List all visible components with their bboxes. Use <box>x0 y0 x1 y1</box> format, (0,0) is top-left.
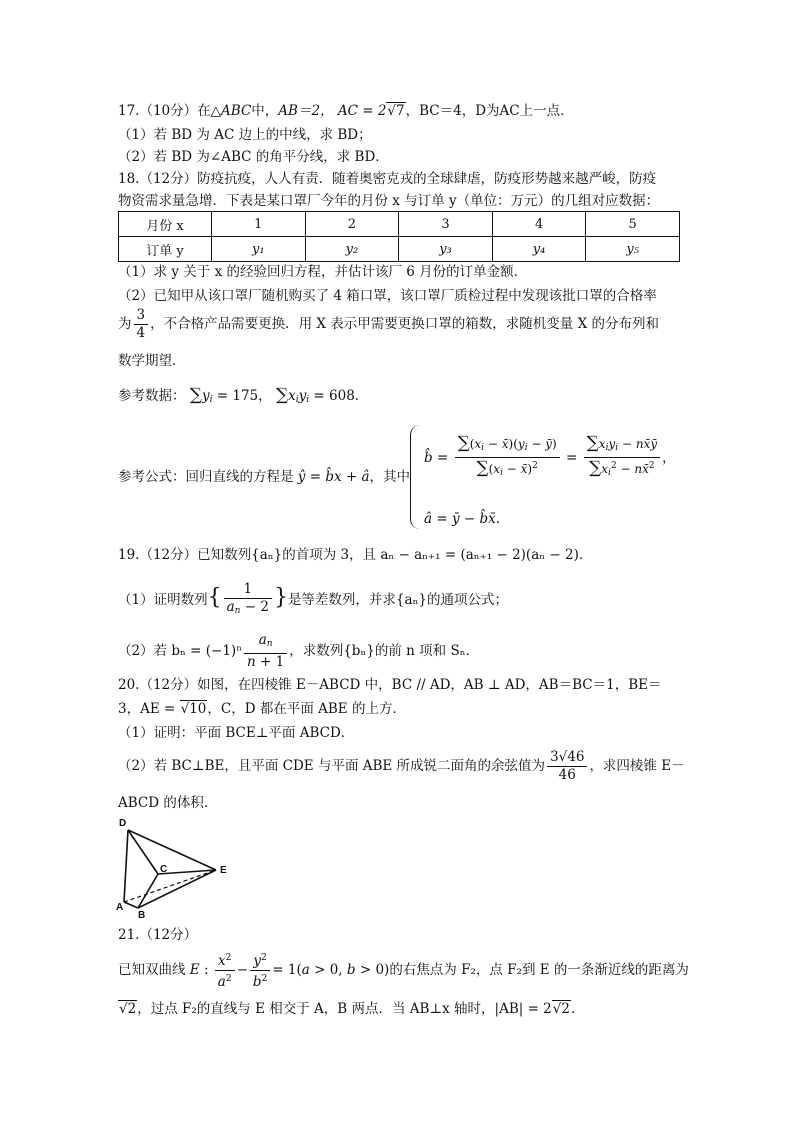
table-row <box>119 237 680 262</box>
q18-ref-formula: 参考公式：回归直线的方程是 ŷ = b̂x + â，其中 <box>118 469 411 485</box>
vertex-label: E <box>220 865 227 876</box>
q18-part2-b: 为 $\frac{3}{4}$ ，不合格产品需要更换．用 X 表示甲需要更换口罩的箱数，求随机变量 X 的分布列和 <box>118 307 659 341</box>
fraction-3-4: $\frac{3}{4}$ <box>134 307 149 342</box>
q21-line1: 21.（12分） <box>118 927 198 943</box>
table-cell: 4 <box>492 212 586 237</box>
sqrt-7: √7 <box>387 103 405 119</box>
table-cell: 订单 y <box>119 237 212 262</box>
q18-part1: （1）求 y 关于 x 的经验回归方程，并估计该厂 6 月份的订单金额． <box>118 264 528 280</box>
q18-line1: 18.（12分）防疫抗疫，人人有责．随着奥密克戎的全球肆虐，防疫形势越来越严峻，防疫 <box>118 171 657 187</box>
q19-part1: （1）证明数列{ $\frac{1}{a_n - 2}$ }是等差数列，并求{aₙ}的通项公式； <box>118 581 509 616</box>
pyramid-figure <box>116 814 240 920</box>
table-cell: y₄ <box>492 237 586 262</box>
vertex-label: B <box>138 910 146 920</box>
formula-b-hat: b̂ = $\frac{\sum(x_i - x̄)(y_i - ȳ)}{\sum(x_i - x̄)^2}$ = $\frac{\sum x_iy_i - nx̄ȳ}{\sum x_i^2 - nx̄^2}$ ， <box>424 433 676 478</box>
formula-a-hat: â = ȳ − b̂x̄. <box>424 511 501 527</box>
table-cell: 1 <box>212 212 306 237</box>
q18-ref-data: 参考数据： $\sum y_i = 175$， $\sum x_iy_i = 608$． <box>118 385 369 405</box>
data-table <box>118 211 680 262</box>
q20-part2: （2）若 BC⊥BE，且平面 CDE 与平面 ABE 所成锐二面角的余弦值为 $\frac{3√46}{46}$ ，求四棱锥 E－ <box>118 749 685 783</box>
q20-line1: 20.（12分）如图，在四棱锥 E－ABCD 中，BC // AD，AB ⊥ AD，AB＝BC＝1，BE＝ <box>118 677 662 693</box>
q20-part1: （1）证明：平面 BCE⊥平面 ABCD． <box>118 725 355 741</box>
q17-part2: （2）若 BD 为∠ABC 的角平分线，求 BD． <box>118 149 389 165</box>
table-cell: y₁ <box>212 237 306 262</box>
q18-part2-c: 数学期望． <box>118 353 186 369</box>
table-cell: y₅ <box>586 237 680 262</box>
q18-line2: 物资需求量急增．下表是某口罩厂今年的月份 x 与订单 y（单位：万元）的几组对应数据： <box>118 193 660 209</box>
q20-line2: 3，AE = √10，C，D 都在平面 ABE 的上方． <box>118 701 406 717</box>
q19-part2: （2）若 bₙ = (−1)ⁿ $\frac{a_n}{n + 1}$ ，求数列{bₙ}的前 n 项和 Sₙ． <box>118 632 480 670</box>
vertex-label: A <box>116 902 124 913</box>
vertex-label: D <box>119 818 127 829</box>
formula-brace <box>410 425 421 529</box>
q17-line1: 17.（10分）在△ABC中，AB＝2， AC = 2√7，BC＝4，D为AC上一点． <box>118 103 574 119</box>
q17-part1: （1）若 BD 为 AC 边上的中线，求 BD； <box>118 127 372 143</box>
table-cell: y₂ <box>305 237 399 262</box>
q18-part2-a: （2）已知甲从该口罩厂随机购买了 4 箱口罩，该口罩厂质检过程中发现该批口罩的合格率 <box>118 288 657 304</box>
q21-line2: 已知双曲线 E : $\frac{x^2}{a^2}$ − $\frac{y^2}{b^2}$ = 1(a > 0, b > 0)的右焦点为 F₂，点 F₂到 E 的一条渐近线的距离为 <box>118 950 689 991</box>
q21-line3: √2，过点 F₂的直线与 E 相交于 A，B 两点．当 AB⊥x 轴时，|AB| = 2√2． <box>119 1001 585 1017</box>
q20-part2-end: ABCD 的体积． <box>118 795 218 811</box>
vertex-label: C <box>160 864 168 875</box>
table-cell: 3 <box>399 212 493 237</box>
table-header-row <box>119 212 680 237</box>
table-cell: 月份 x <box>119 212 212 237</box>
table-cell: 5 <box>586 212 680 237</box>
table-cell: y₃ <box>399 237 493 262</box>
q19-line1: 19.（12分）已知数列{aₙ}的首项为 3，且 aₙ − aₙ₊₁ = (aₙ₊₁ − 2)(aₙ − 2)． <box>118 547 593 563</box>
table-cell: 2 <box>305 212 399 237</box>
